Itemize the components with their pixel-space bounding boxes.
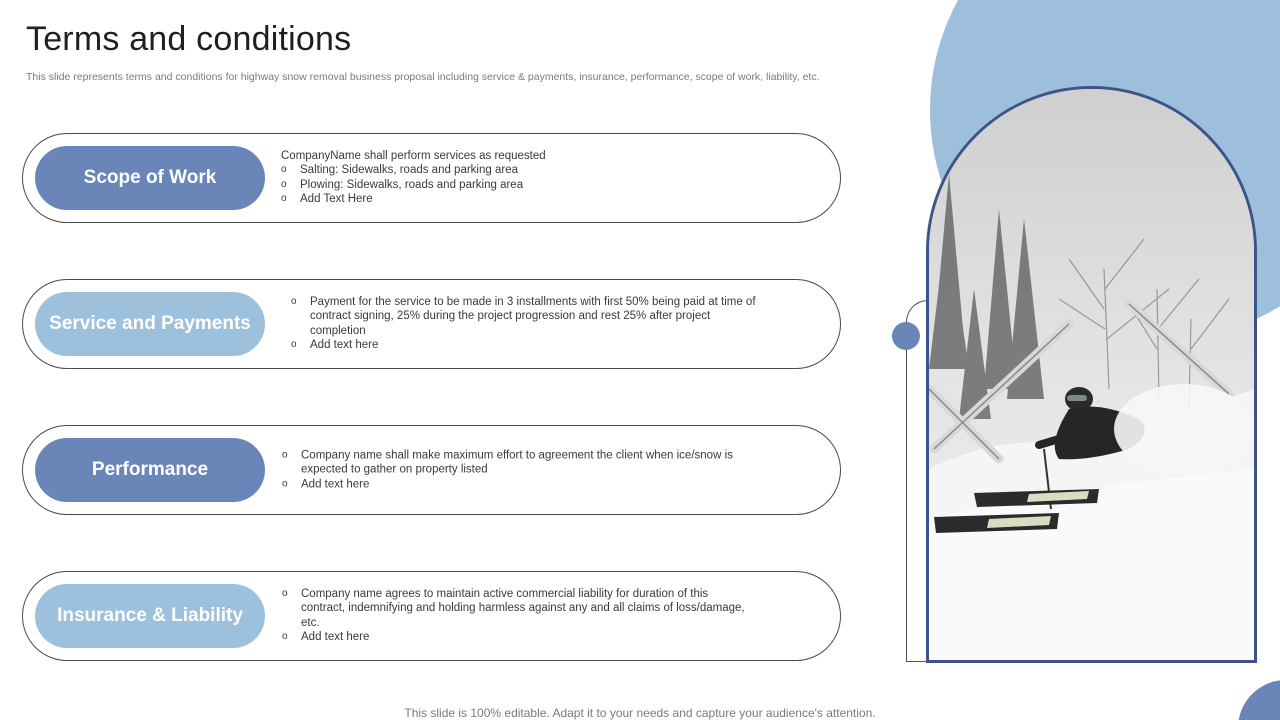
skier-photo [929,89,1254,663]
connector-dot [892,322,920,350]
bullet-item: o Payment for the service to be made in 3 installments with first 50% being paid at time of contract signing, 25% during the project progression and rest 25% after project completion [291,295,761,338]
section-label-insurance-and-liability: Insurance & Liability [35,584,265,648]
section-insurance-and-liability [22,571,841,661]
section-service-and-payments [22,279,841,369]
section-content [282,448,752,491]
section-performance [22,425,841,515]
bullet-list [282,448,752,491]
connector-line [906,300,928,662]
bullet-item: o Plowing: Sidewalks, roads and parking area [281,178,751,192]
page-subtitle: This slide represents terms and conditions for highway snow removal business proposal including service & payments, insurance, performance, scope of work, liability, etc. [26,71,820,83]
section-label-scope-of-work: Scope of Work [35,146,265,210]
bullet-item: o Add Text Here [281,192,751,206]
bullet-list [291,295,761,353]
section-content [291,295,761,353]
bullet-item: o Company name shall make maximum effort to agreement the client when ice/snow is expected to gather on property listed [282,448,752,477]
footer-note: This slide is 100% editable. Adapt it to your needs and capture your audience's attention. [404,706,876,720]
section-lead-text: CompanyName shall perform services as requested [281,150,546,163]
bullet-item: o Add text here [291,338,761,352]
bullet-item: o Add text here [282,477,752,491]
page-title: Terms and conditions [26,20,352,58]
bullet-item: o Add text here [282,630,752,644]
section-content [281,149,751,207]
section-label-performance: Performance [35,438,265,502]
section-content [282,587,752,645]
bullet-list [281,164,751,207]
bullet-item: o Salting: Sidewalks, roads and parking area [281,164,751,178]
section-label-service-and-payments: Service and Payments [35,292,265,356]
section-scope-of-work [22,133,841,223]
bullet-list [282,587,752,645]
bullet-item: o Company name agrees to maintain active commercial liability for duration of this contract, indemnifying and holding harmless against any and all claims of loss/damage, etc. [282,587,752,630]
skier-photo-arch [926,86,1257,663]
